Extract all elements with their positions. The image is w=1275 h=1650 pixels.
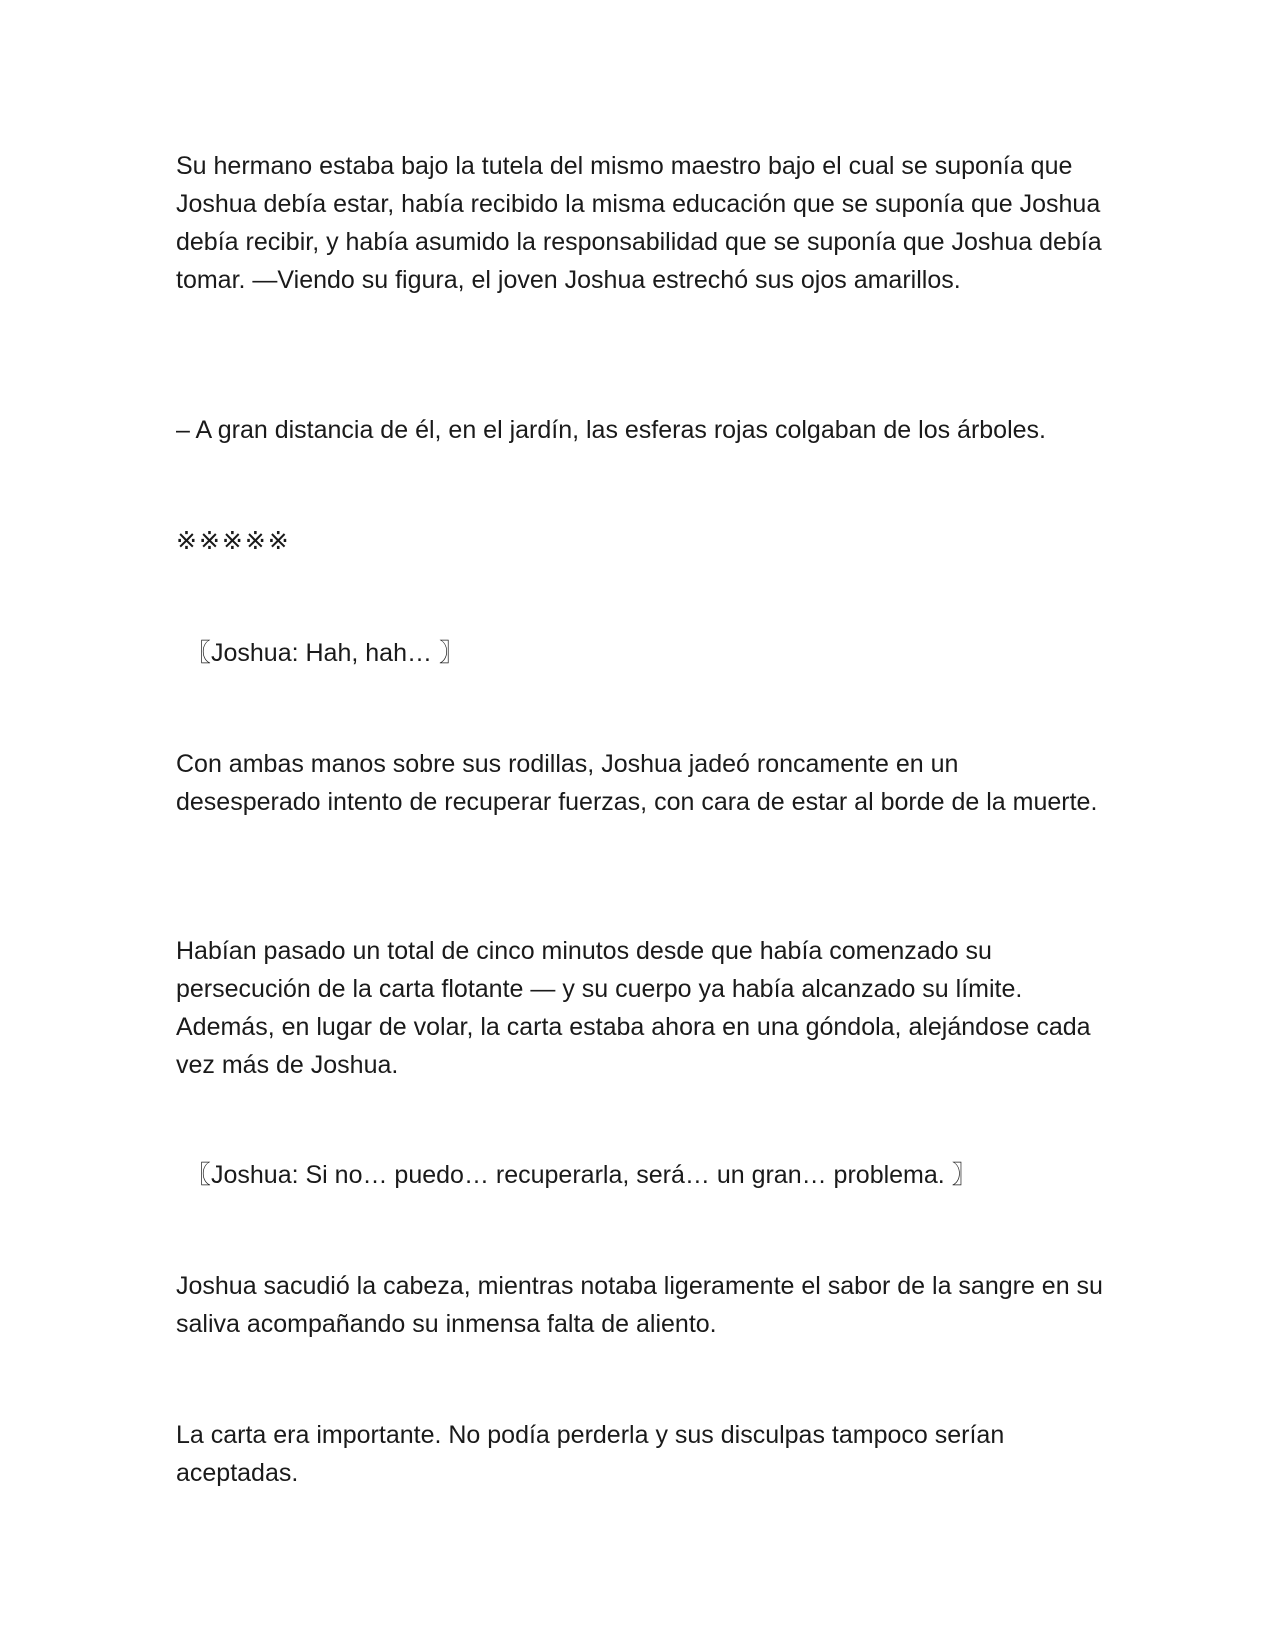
paragraph-letter-important: La carta era importante. No podía perderla y sus disculpas tampoco serían aceptadas. (176, 1421, 1005, 1487)
paragraph-blood-taste: Joshua sacudió la cabeza, mientras notaba ligeramente el sabor de la sangre en su saliva acompañando su inmensa falta de aliento. (176, 1272, 1103, 1338)
paragraph-brother-tutelage: Su hermano estaba bajo la tutela del mismo maestro bajo el cual se suponía que Joshua debía estar, había recibido la misma educación que se suponía que Joshua debía recibir, y había asumido la responsabilidad que se suponía que Joshua debía tomar. —Viendo su figura, el joven Joshua estrechó sus ojos amarillos. (176, 152, 1102, 294)
scene-separator: ※※※※※ (176, 527, 291, 555)
dialogue-joshua-problem: 〖Joshua: Si no… puedo… recuperarla, será… un gran… problema. 〗 (186, 1161, 977, 1189)
paragraph-garden-spheres: – A gran distancia de él, en el jardín, las esferas rojas colgaban de los árboles. (176, 416, 1046, 444)
paragraph-chasing-letter: Habían pasado un total de cinco minutos desde que había comenzado su persecución de la carta flotante — y su cuerpo ya había alcanzado su límite. Además, en lugar de volar, la carta estaba ahora en una góndola, alejándose cada vez más de Joshua. (176, 937, 1091, 1079)
dialogue-joshua-panting: 〖Joshua: Hah, hah… 〗 (186, 639, 464, 667)
paragraph-joshua-knees: Con ambas manos sobre sus rodillas, Joshua jadeó roncamente en un desesperado intento de recuperar fuerzas, con cara de estar al borde de la muerte. (176, 750, 1098, 816)
